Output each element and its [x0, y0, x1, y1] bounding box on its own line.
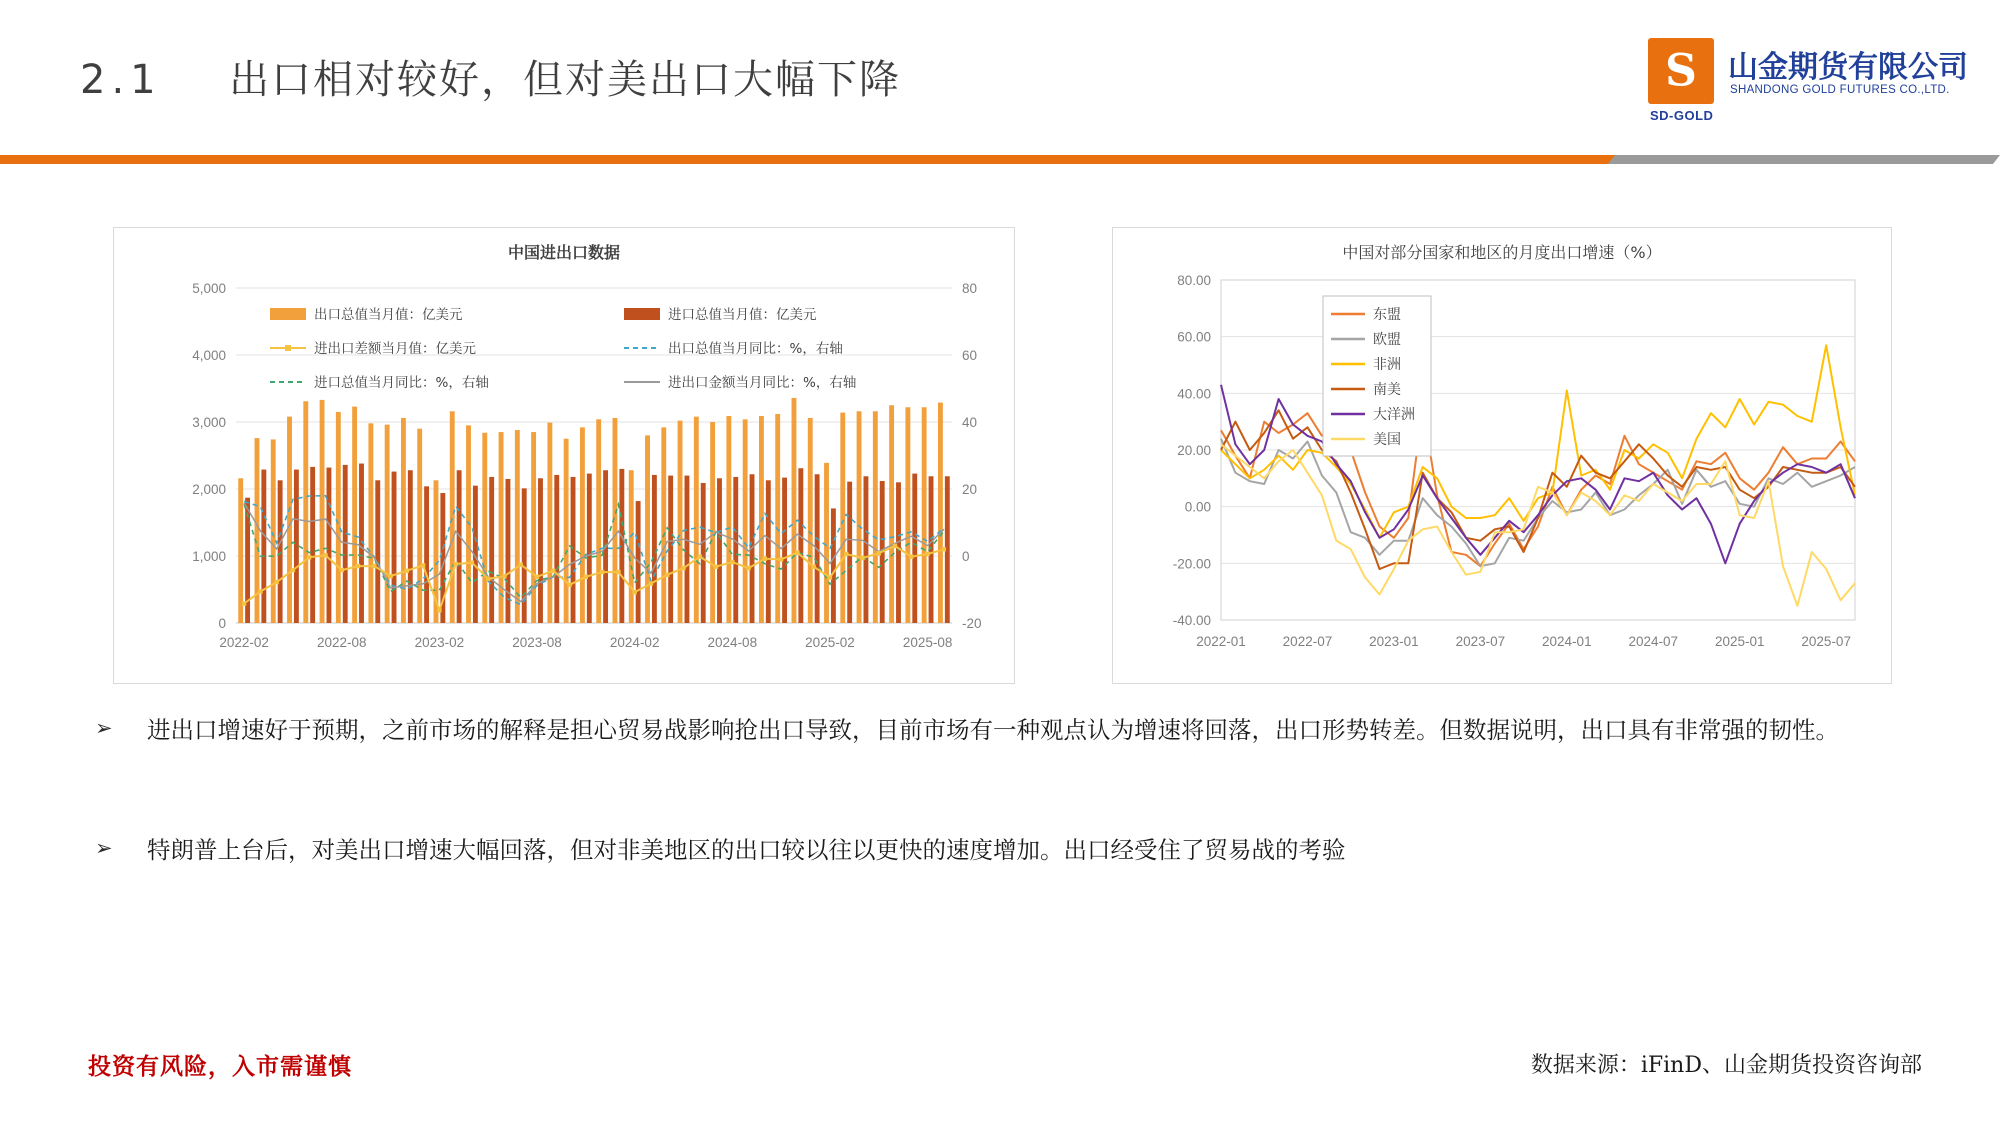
header-divider: [0, 155, 2000, 169]
svg-text:2022-07: 2022-07: [1282, 634, 1333, 649]
svg-text:2025-08: 2025-08: [902, 635, 953, 650]
title-text: 出口相对较好，但对美出口大幅下降: [229, 57, 902, 103]
header-divider-orange: [0, 155, 1640, 164]
svg-text:2025-01: 2025-01: [1714, 634, 1765, 649]
svg-text:0: 0: [962, 549, 970, 564]
svg-text:2022-08: 2022-08: [316, 635, 367, 650]
svg-text:大洋洲: 大洋洲: [1373, 407, 1415, 423]
svg-text:0: 0: [218, 616, 226, 631]
svg-text:非洲: 非洲: [1373, 357, 1401, 373]
logo-mark-letter: S: [1665, 45, 1697, 97]
page-title: [80, 48, 901, 105]
svg-text:美国: 美国: [1373, 432, 1401, 448]
svg-text:南美: 南美: [1373, 382, 1401, 398]
svg-text:-40.00: -40.00: [1172, 613, 1211, 628]
bullet-item: [95, 712, 1925, 748]
svg-text:2024-08: 2024-08: [707, 635, 758, 650]
svg-text:60.00: 60.00: [1177, 329, 1211, 345]
bullet-marker-icon: ➢: [95, 836, 113, 860]
data-source-text: 数据来源：iFinD、山金期货投资咨询部: [1530, 1053, 1922, 1078]
bullet-text: 特朗普上台后，对美出口增速大幅回落，但对非美地区的出口较以往以更快的速度增加。出口经受住了贸易战的考验: [147, 836, 1346, 864]
svg-text:2023-02: 2023-02: [414, 635, 465, 650]
svg-text:2023-07: 2023-07: [1455, 634, 1506, 649]
disclaimer-text: 投资有风险，入市需谨慎: [88, 1053, 352, 1080]
svg-text:20: 20: [962, 482, 978, 497]
chart-china-import-export: [113, 227, 1015, 684]
svg-text:进口总值当月同比：%，右轴: 进口总值当月同比：%，右轴: [314, 375, 489, 391]
svg-text:2022-01: 2022-01: [1196, 634, 1246, 649]
chart-china-export-growth: [1112, 227, 1892, 684]
svg-text:80: 80: [962, 281, 978, 296]
svg-text:进出口差额当月值：亿美元: 进出口差额当月值：亿美元: [314, 341, 476, 357]
svg-text:40.00: 40.00: [1177, 386, 1211, 402]
svg-text:2,000: 2,000: [192, 482, 226, 497]
logo-mark-icon: [1648, 38, 1714, 104]
chart-left-canvas: [114, 228, 1014, 683]
svg-text:2023-01: 2023-01: [1369, 634, 1419, 649]
logo-company-en: SHANDONG GOLD FUTURES CO.,LTD.: [1730, 84, 1950, 96]
svg-text:60: 60: [962, 348, 978, 363]
svg-text:东盟: 东盟: [1373, 307, 1401, 323]
svg-text:20.00: 20.00: [1177, 443, 1211, 458]
svg-text:40: 40: [962, 415, 978, 430]
bullet-marker-icon: ➢: [95, 716, 113, 740]
logo-sub-label: SD-GOLD: [1650, 108, 1714, 123]
svg-text:1,000: 1,000: [192, 549, 226, 564]
chart-right-title: 中国对部分国家和地区的月度出口增速（%）: [1342, 243, 1662, 262]
section-number: 2.1: [80, 57, 162, 103]
svg-text:2024-02: 2024-02: [609, 635, 660, 650]
svg-text:2024-01: 2024-01: [1542, 634, 1592, 649]
svg-text:80.00: 80.00: [1177, 273, 1211, 288]
chart-left-title: 中国进出口数据: [507, 243, 620, 262]
svg-text:5,000: 5,000: [192, 281, 226, 296]
svg-text:2024-07: 2024-07: [1628, 634, 1679, 649]
svg-text:2023-08: 2023-08: [512, 635, 562, 650]
svg-text:-20: -20: [962, 616, 982, 631]
svg-text:4,000: 4,000: [192, 348, 226, 363]
svg-text:0.00: 0.00: [1184, 499, 1211, 515]
header-divider-grey: [1608, 155, 2000, 164]
bullet-text: 进出口增速好于预期，之前市场的解释是担心贸易战影响抢出口导致，目前市场有一种观点认为增速将回落，出口形势转差。但数据说明，出口具有非常强的韧性。: [147, 716, 1839, 744]
company-logo: [1648, 36, 1968, 123]
svg-text:出口总值当月同比：%，右轴: 出口总值当月同比：%，右轴: [668, 341, 843, 357]
logo-company-cn: 山金期货有限公司: [1728, 50, 1968, 85]
svg-text:2025-07: 2025-07: [1801, 634, 1851, 649]
svg-text:2022-02: 2022-02: [219, 635, 269, 650]
svg-text:进口总值当月值：亿美元: 进口总值当月值：亿美元: [668, 307, 817, 323]
svg-text:3,000: 3,000: [192, 415, 226, 430]
bullet-item: [95, 832, 1925, 868]
svg-text:2025-02: 2025-02: [805, 635, 855, 650]
svg-text:进出口金额当月同比：%，右轴: 进出口金额当月同比：%，右轴: [668, 375, 857, 391]
svg-text:出口总值当月值：亿美元: 出口总值当月值：亿美元: [314, 307, 463, 323]
chart-right-canvas: [1113, 228, 1891, 683]
svg-text:-20.00: -20.00: [1172, 556, 1211, 572]
svg-text:欧盟: 欧盟: [1373, 332, 1401, 348]
